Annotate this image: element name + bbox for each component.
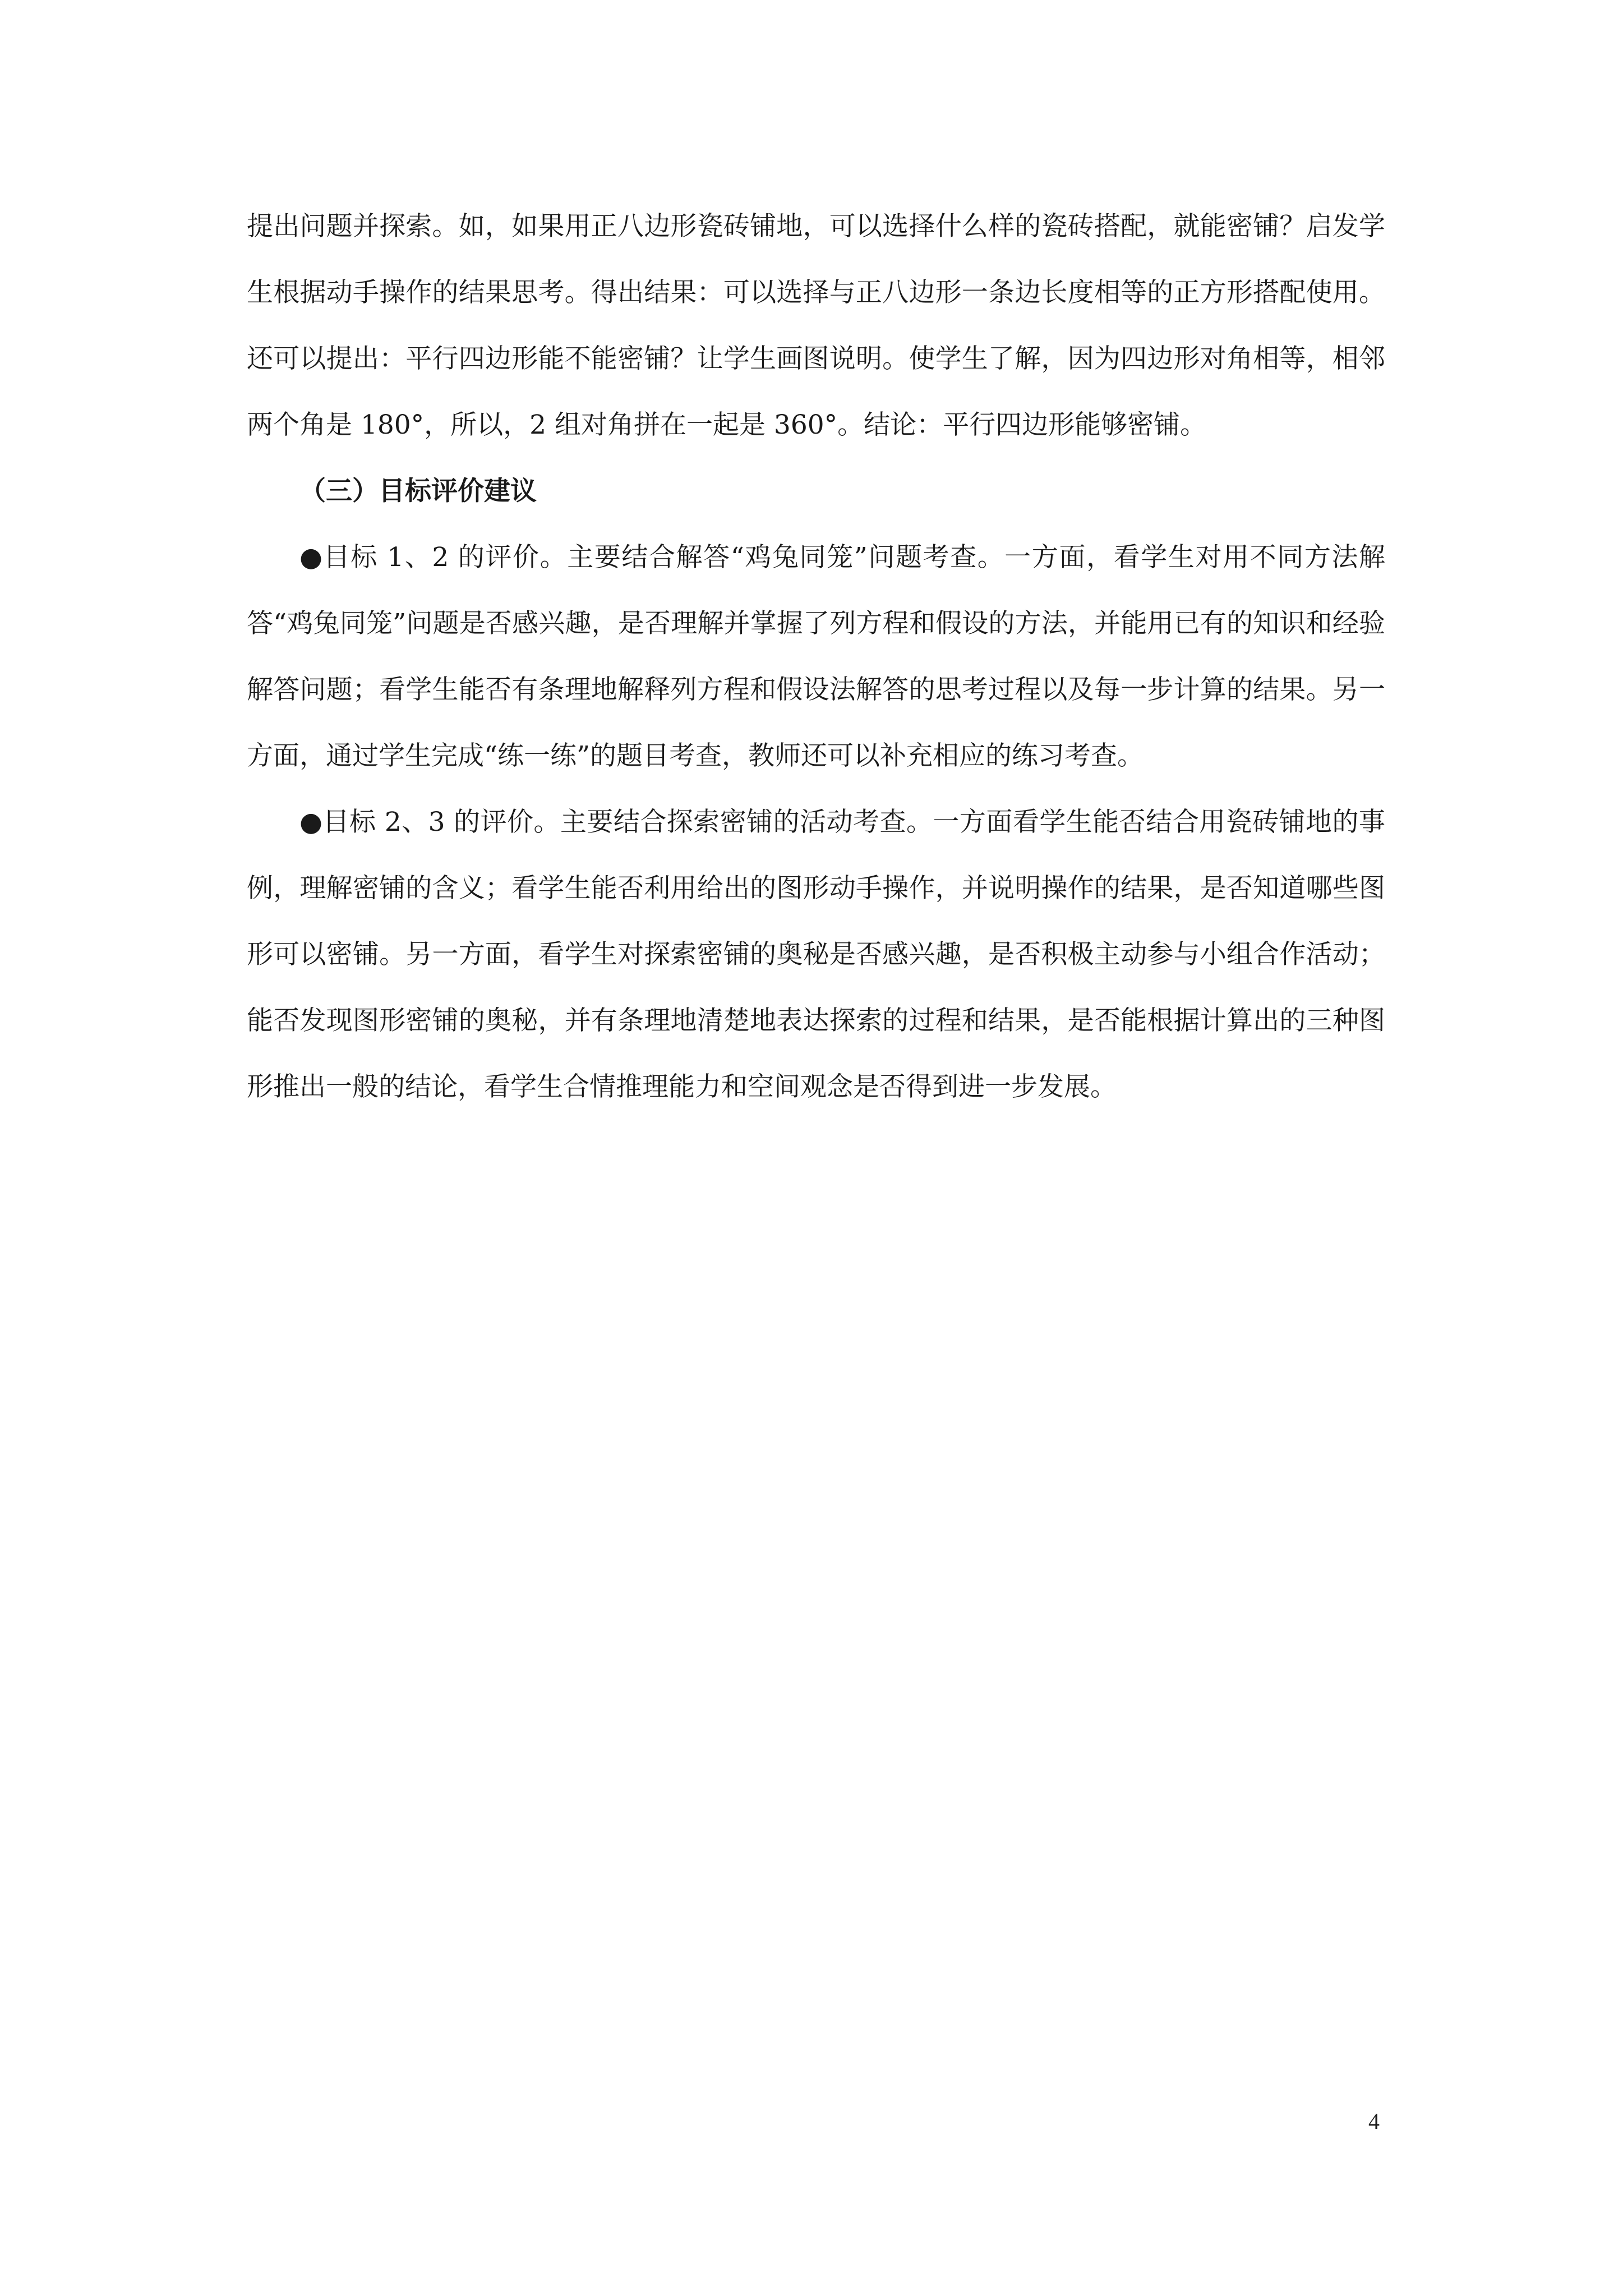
section-heading-evaluation: （三）目标评价建议 xyxy=(299,476,537,507)
paragraph-goal-1-2-evaluation: ●目标 1、2 的评价。主要结合解答“鸡兔同笼”问题考查。一方面，看学生对用不同方法解答“鸡兔同笼”问题是否感兴趣，是否理解并掌握了列方程和假设的方法，并能用已有的知识和经验解答问题；看学生能否有条理地解释列方程和假设法解答的思考过程以及每一步计算的结果。另一方面，通过学生完成“练一练”的题目考查，教师还可以补充相应的练习考查。 xyxy=(247,542,1385,771)
paragraph-goal-2-3-evaluation: ●目标 2、3 的评价。主要结合探索密铺的活动考查。一方面看学生能否结合用瓷砖铺地的事例，理解密铺的含义；看学生能否利用给出的图形动手操作，并说明操作的结果，是否知道哪些图形可以密铺。另一方面，看学生对探索密铺的奥秘是否感兴趣，是否积极主动参与小组合作活动；能否发现图形密铺的奥秘，并有条理地清楚地表达探索的过程和结果，是否能根据计算出的三种图形推出一般的结论，看学生合情推理能力和空间观念是否得到进一步发展。 xyxy=(247,807,1385,1102)
document-body xyxy=(247,194,1385,1120)
page-number: 4 xyxy=(1368,2109,1380,2134)
paragraph-tiling-exploration: 提出问题并探索。如，如果用正八边形瓷砖铺地，可以选择什么样的瓷砖搭配，就能密铺？启发学生根据动手操作的结果思考。得出结果：可以选择与正八边形一条边长度相等的正方形搭配使用。还可以提出：平行四边形能不能密铺？让学生画图说明。使学生了解，因为四边形对角相等，相邻两个角是 180°，所以，2 组对角拼在一起是 360°。结论：平行四边形能够密铺。 xyxy=(247,211,1385,440)
